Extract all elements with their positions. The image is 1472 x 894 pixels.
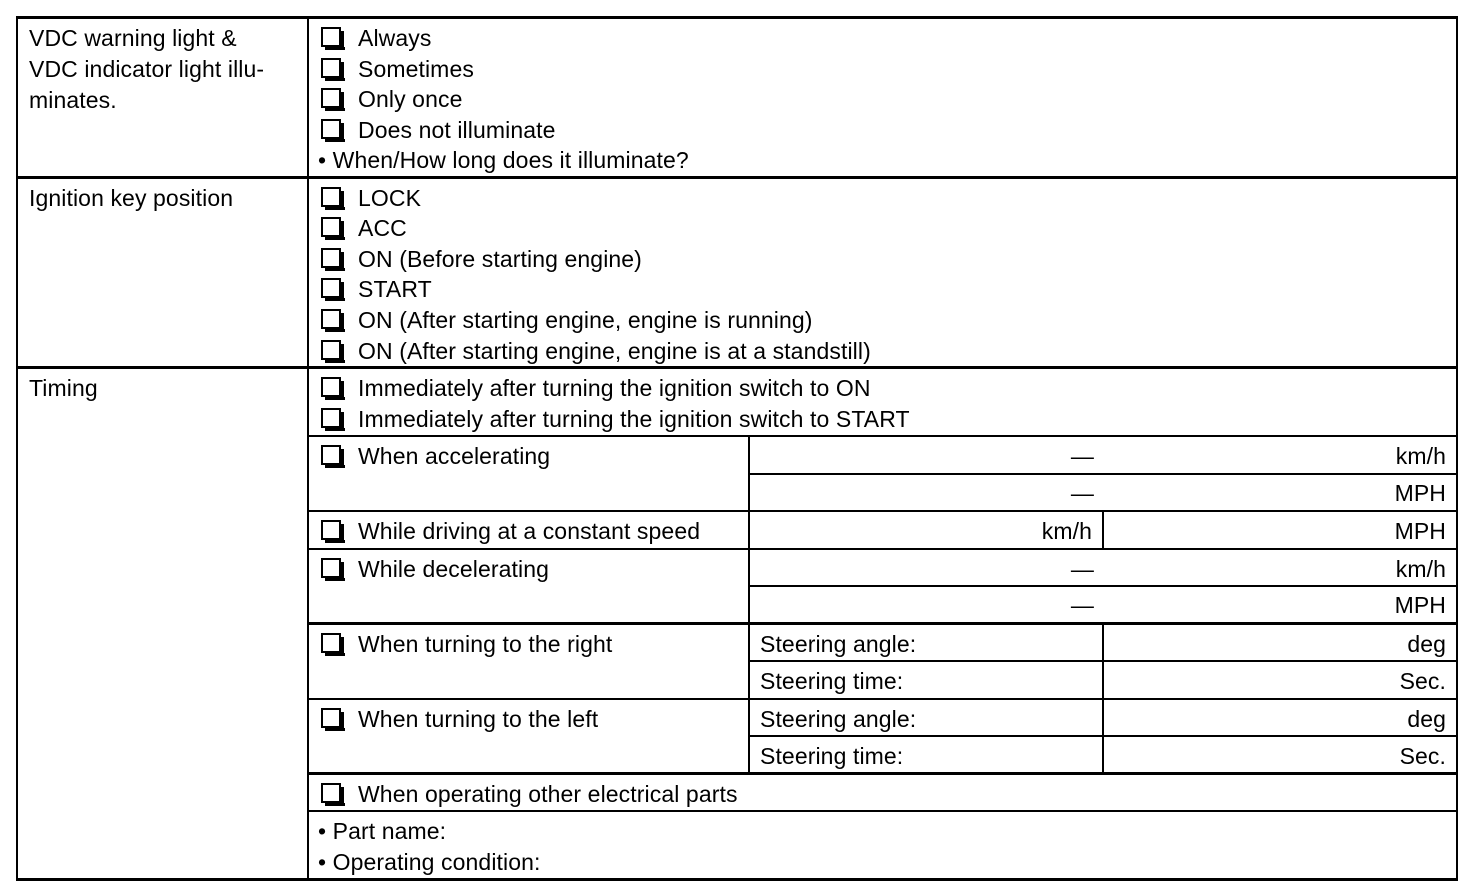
- option-turn-right: When turning to the right: [358, 631, 613, 657]
- option-only-once: Only once: [358, 86, 463, 112]
- checkbox-on-engine-standstill[interactable]: [321, 340, 341, 360]
- checkbox-on-engine-running[interactable]: [321, 309, 341, 329]
- vdc-label-line-3: minates.: [29, 87, 117, 113]
- column-divider-constant-speed: [1102, 510, 1104, 550]
- checkbox-lock[interactable]: [321, 187, 341, 207]
- checkbox-constant-speed[interactable]: [321, 520, 341, 540]
- accelerating-dash-mph: —: [1070, 480, 1094, 506]
- option-turn-left: When turning to the left: [358, 706, 599, 732]
- divider-decelerating-mid: [748, 585, 1458, 587]
- row-divider-ignition: [16, 176, 1458, 179]
- divider-other-parts-bottom: [308, 810, 1458, 812]
- table-border-left: [16, 16, 18, 881]
- divider-other-parts-top: [308, 772, 1458, 775]
- checkbox-always[interactable]: [321, 27, 341, 47]
- turn-left-steering-angle-unit: deg: [1407, 706, 1446, 732]
- checkbox-start[interactable]: [321, 278, 341, 298]
- divider-turn-right-top: [308, 622, 1458, 625]
- turn-left-steering-angle-label: Steering angle:: [760, 706, 917, 732]
- table-border-bottom: [16, 878, 1458, 881]
- checkbox-sometimes[interactable]: [321, 58, 341, 78]
- part-name-label: • Part name:: [318, 818, 447, 844]
- decelerating-unit-mph: MPH: [1394, 592, 1446, 618]
- checkbox-on-before-start[interactable]: [321, 248, 341, 268]
- turn-left-steering-time-label: Steering time:: [760, 743, 904, 769]
- decelerating-dash-mph: —: [1070, 592, 1094, 618]
- ignition-label: Ignition key position: [29, 185, 234, 211]
- option-always: Always: [358, 25, 432, 51]
- turn-right-steering-time-unit: Sec.: [1399, 668, 1446, 694]
- option-accelerating: When accelerating: [358, 443, 551, 469]
- illumination-duration-note: • When/How long does it illuminate?: [318, 147, 689, 173]
- option-sometimes: Sometimes: [358, 56, 474, 82]
- accelerating-dash-kmh: —: [1070, 443, 1094, 469]
- divider-accelerating-mid: [748, 473, 1458, 475]
- vdc-label-line-1: VDC warning light &: [29, 25, 237, 51]
- row-divider-timing: [16, 366, 1458, 369]
- checkbox-turn-left[interactable]: [321, 708, 341, 728]
- timing-label: Timing: [29, 375, 98, 401]
- checkbox-immediately-start[interactable]: [321, 408, 341, 428]
- operating-condition-label: • Operating condition:: [318, 849, 541, 875]
- divider-accelerating-top: [308, 435, 1458, 437]
- accelerating-unit-mph: MPH: [1394, 480, 1446, 506]
- option-start: START: [358, 276, 432, 302]
- table-border-right: [1456, 16, 1458, 881]
- accelerating-unit-kmh: km/h: [1395, 443, 1446, 469]
- decelerating-dash-kmh: —: [1070, 556, 1094, 582]
- vdc-label-line-2: VDC indicator light illu-: [29, 56, 265, 82]
- checkbox-does-not-illuminate[interactable]: [321, 119, 341, 139]
- column-divider-steering: [1102, 622, 1104, 774]
- column-divider-main: [307, 16, 309, 881]
- option-immediately-start: Immediately after turning the ignition switch to START: [358, 406, 910, 432]
- divider-decelerating-top: [308, 548, 1458, 550]
- option-constant-speed: While driving at a constant speed: [358, 518, 701, 544]
- option-acc: ACC: [358, 215, 407, 241]
- option-on-engine-running: ON (After starting engine, engine is running): [358, 307, 813, 333]
- checkbox-other-electrical-parts[interactable]: [321, 783, 341, 803]
- turn-right-steering-angle-unit: deg: [1407, 631, 1446, 657]
- checkbox-accelerating[interactable]: [321, 445, 341, 465]
- divider-constant-top: [308, 510, 1458, 512]
- column-divider-values: [748, 435, 750, 774]
- checkbox-only-once[interactable]: [321, 88, 341, 108]
- option-on-engine-standstill: ON (After starting engine, engine is at a standstill): [358, 338, 871, 364]
- option-immediately-on: Immediately after turning the ignition switch to ON: [358, 375, 871, 401]
- option-other-electrical-parts: When operating other electrical parts: [358, 781, 738, 807]
- constant-speed-unit-kmh: km/h: [1041, 518, 1092, 544]
- turn-left-steering-time-unit: Sec.: [1399, 743, 1446, 769]
- option-lock: LOCK: [358, 185, 422, 211]
- divider-turn-left-top: [308, 698, 1458, 700]
- checkbox-acc[interactable]: [321, 217, 341, 237]
- checkbox-decelerating[interactable]: [321, 558, 341, 578]
- turn-right-steering-angle-label: Steering angle:: [760, 631, 917, 657]
- constant-speed-unit-mph: MPH: [1394, 518, 1446, 544]
- table-border-top: [16, 16, 1458, 19]
- turn-right-steering-time-label: Steering time:: [760, 668, 904, 694]
- option-on-before-start: ON (Before starting engine): [358, 246, 642, 272]
- option-decelerating: While decelerating: [358, 556, 550, 582]
- decelerating-unit-kmh: km/h: [1395, 556, 1446, 582]
- option-does-not-illuminate: Does not illuminate: [358, 117, 556, 143]
- checkbox-immediately-on[interactable]: [321, 377, 341, 397]
- checkbox-turn-right[interactable]: [321, 633, 341, 653]
